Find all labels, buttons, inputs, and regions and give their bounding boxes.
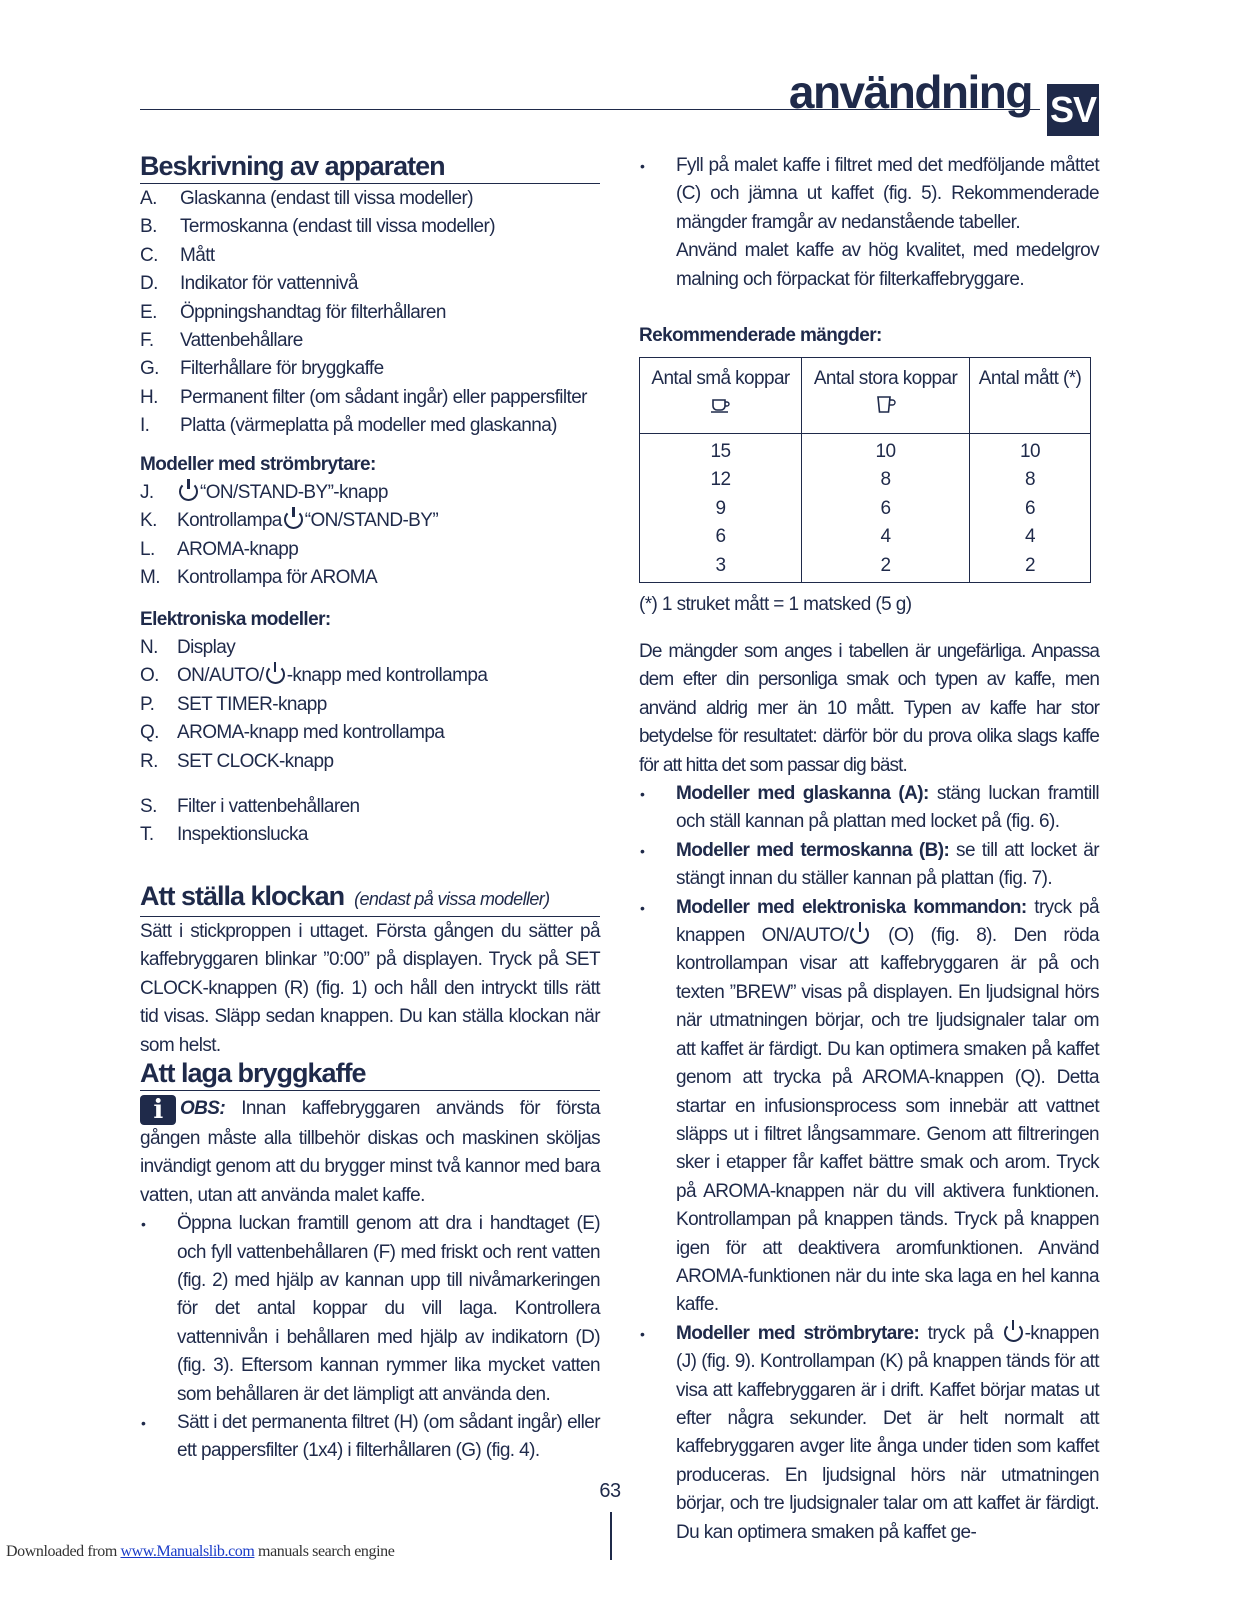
info-icon: i <box>140 1095 176 1125</box>
brew-steps <box>140 1210 600 1466</box>
power-icon <box>1004 1323 1023 1342</box>
power-icon <box>850 925 869 944</box>
table-cell: 6 <box>1025 497 1035 519</box>
table-cell: 12 <box>710 469 731 491</box>
list-item: O. ON/AUTO/ -knapp med kontrollampa <box>140 665 488 687</box>
parts-list <box>140 185 600 441</box>
switch-models-heading: Modeller med strömbrytare: <box>140 454 376 475</box>
amounts-paragraph: De mängder som anges i tabellen är ungefärliga. Anpassa dem efter din personliga smak och typen av kaffe, men använd aldrig mer än 10 mått. Typen av kaffe har stor betydelse för resultatet: därför bör du prova olika slags kaffe för att hitta det som passar dig bäst. <box>639 641 1099 776</box>
brew-heading: Att laga bryggkaffe <box>140 1057 600 1091</box>
table-cell: 6 <box>880 497 891 519</box>
measures-column <box>970 434 1091 583</box>
list-item: J. “ON/STAND-BY”-knapp <box>140 482 388 503</box>
list-item: S. Filter i vattenbehållaren <box>140 796 360 817</box>
table-header-small-cups: Antal små koppar <box>640 358 802 434</box>
large-cup-icon <box>875 395 897 415</box>
list-item: A. Glaskanna (endast till vissa modeller) <box>140 188 473 209</box>
table-cell: 10 <box>1020 441 1040 462</box>
list-item: Q. AROMA-knapp med kontrollampa <box>140 722 445 744</box>
power-icon <box>284 510 303 529</box>
table-header-measures: Antal mått (*) <box>970 358 1091 434</box>
table-cell: 6 <box>715 526 726 548</box>
table-cell: 4 <box>1025 526 1035 548</box>
table-cell: 10 <box>875 441 896 462</box>
center-divider <box>610 1512 612 1560</box>
list-item: F. Vattenbehållare <box>140 330 303 352</box>
list-item: P. SET TIMER-knapp <box>140 693 327 715</box>
list-item: • Modeller med strömbrytare: tryck på -knappen (J) (fig. 9). Kontrollampan (K) på knappen tänds för att visa att kaffebryggaren är i drift. Kaffet börjar matas ut efter några sekunder. Det är helt normalt att kaffebryggaren avger lite ånga under tiden som kaffet produceras. En ljudsignal hörs när utmatningen börjar, och tre ljudsignaler talar om att kaffet är färdigt. Du kan optimera smaken på kaffet ge- <box>639 1320 1099 1547</box>
table-cell: 8 <box>880 469 891 491</box>
clock-paragraph: Sätt i stickproppen i uttaget. Första gången du sätter på kaffebryggaren blinkar ”0:00” på displayen. Tryck på SET CLOCK-knappen (R) (fig. 1) och håll den intryckt tills rätt tid visas. Släpp sedan knappen. Du kan ställa klockan när som helst. <box>140 921 600 1056</box>
list-item: T. Inspektionslucka <box>140 824 308 846</box>
table-cell: 2 <box>880 554 891 576</box>
list-item: D. Indikator för vattennivå <box>140 273 358 295</box>
list-item: I. Platta (värmeplatta på modeller med glaskanna) <box>140 415 557 437</box>
list-item: N. Display <box>140 637 236 658</box>
page-number: 63 <box>599 1480 621 1502</box>
download-footer: Downloaded from www.Manualslib.com manuals search engine <box>6 1543 395 1560</box>
list-item: • Fyll på malet kaffe i filtret med det medföljande måttet (C) och jämna ut kaffet (fig. 5). Rekommenderade mängder framgår av nedanstående tabeller. Använd malet kaffe av hög kvalitet, med medelgrov malning och förpackat för filterkaffebryggare. <box>639 152 1099 294</box>
list-item: • Modeller med glaskanna (A): stäng luckan framtill och ställ kannan på plattan med locket på (fig. 6). <box>639 780 1099 837</box>
obs-text: Innan kaffebryggaren används för första gången måste alla tillbehör diskas och maskinen sköljas invändigt genom att du brygger minst två kannor med bara vatten, utan att använda malet kaffe. <box>140 1098 600 1206</box>
table-heading: Rekommenderade mängder: <box>639 325 882 346</box>
section-title: användning <box>788 66 1032 118</box>
other-parts-list <box>140 793 600 850</box>
fill-steps <box>639 152 1099 294</box>
list-item: G. Filterhållare för bryggkaffe <box>140 358 384 380</box>
table-note: (*) 1 struket mått = 1 matsked (5 g) <box>639 594 912 616</box>
list-item: E. Öppningshandtag för filterhållaren <box>140 301 446 323</box>
small-cups-column <box>640 434 802 583</box>
list-item: R. SET CLOCK-knapp <box>140 750 334 772</box>
power-icon <box>266 665 285 684</box>
list-item: M. Kontrollampa för AROMA <box>140 567 378 589</box>
clock-heading: Att ställa klockan (endast på vissa modeller) <box>140 880 600 917</box>
switch-parts-list <box>140 479 600 593</box>
list-item: C. Mått <box>140 244 215 266</box>
large-cups-column <box>802 434 970 583</box>
electronic-parts-list <box>140 634 600 776</box>
language-badge: SV <box>1047 84 1099 136</box>
table-header-large-cups: Antal stora koppar <box>802 358 970 434</box>
manualslib-link[interactable]: www.Manualslib.com <box>120 1543 255 1560</box>
table-cell: 4 <box>880 526 891 548</box>
table-cell: 9 <box>715 497 726 519</box>
list-item: • Modeller med elektroniska kommandon: tryck på knappen ON/AUTO/ (O) (fig. 8). Den röda kontrollampan visar att kaffebryggaren är på och texten ”BREW” visas på displayen. En ljudsignal hörs när utmatningen börjar, och tre ljudsignaler talar om att kaffet är färdigt. Du kan optimera smaken på kaffet genom att trycka på AROMA-knappen (Q). Detta startar en infusionsprocess som innebär att vattnet släpps ut i filtret långsammare. Genom att filtreringen sker i etapper får kaffet bättre smak och arom. Tryck på AROMA-knappen när du vill aktivera funktionen. Kontrollampan på knappen tänds. Tryck på knappen igen för att deaktivera aromfunktionen. Använd AROMA-funktionen när du inte ska laga en hel kanna kaffe. <box>639 894 1099 1320</box>
obs-note <box>140 1095 600 1210</box>
list-item: L. AROMA-knapp <box>140 538 299 560</box>
small-cup-icon <box>710 397 732 413</box>
table-cell: 8 <box>1025 469 1035 491</box>
list-item: • Öppna luckan framtill genom att dra i handtaget (E) och fyll vattenbehållaren (F) med friskt och rent vatten (fig. 2) med hjälp av kannan upp till nivåmarkeringen för det antal koppar du vill laga. Kontrollera vattennivån i behållaren med hjälp av indikatorn (D) (fig. 3). Eftersom kannan rymmer lika mycket vatten som behållaren är det lämpligt att använda den. <box>140 1210 600 1409</box>
table-cell: 2 <box>1025 554 1035 576</box>
amounts-table <box>639 357 1091 583</box>
list-item: • Modeller med termoskanna (B): se till att locket är stängt innan du ställer kannan på plattan (fig. 7). <box>639 837 1099 894</box>
list-item: H. Permanent filter (om sådant ingår) eller pappersfilter <box>140 386 587 408</box>
clock-subheading: (endast på vissa modeller) <box>354 889 550 909</box>
list-item: • Sätt i det permanenta filtret (H) (om sådant ingår) eller ett pappersfilter (1x4) i filterhållaren (G) (fig. 4). <box>140 1409 600 1466</box>
power-icon <box>179 482 198 501</box>
list-item: K. Kontrollampa “ON/STAND-BY” <box>140 510 439 532</box>
electronic-models-heading: Elektroniska modeller: <box>140 609 331 630</box>
description-heading: Beskrivning av apparaten <box>140 150 600 184</box>
table-cell: 3 <box>715 554 726 576</box>
table-cell: 15 <box>710 441 731 462</box>
obs-label: OBS: <box>180 1098 226 1119</box>
model-instructions <box>639 780 1099 1547</box>
list-item: B. Termoskanna (endast till vissa modeller) <box>140 216 495 238</box>
